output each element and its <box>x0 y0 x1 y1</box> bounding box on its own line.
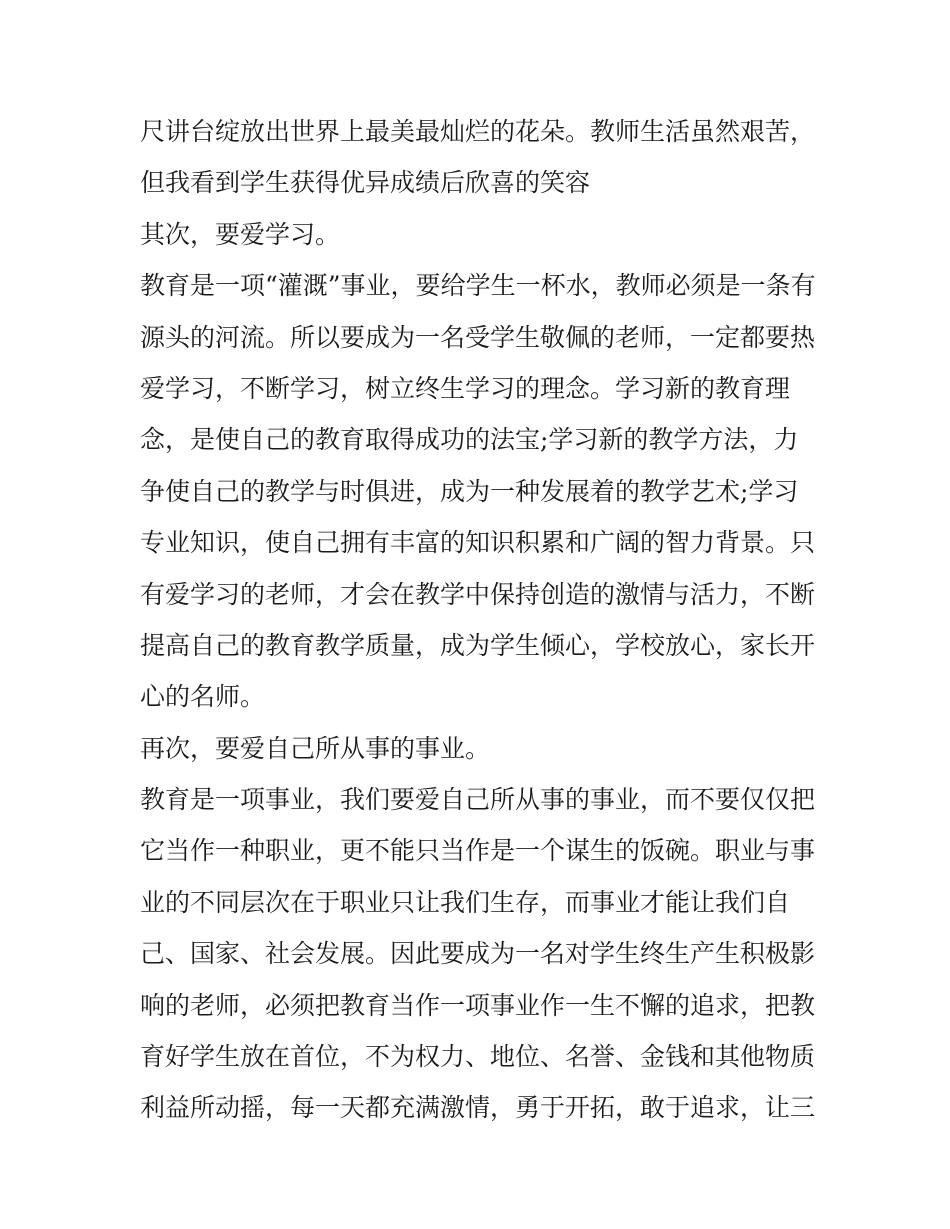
text-line: 响的老师，必须把教育当作一项事业作一生不懈的追求，把教 <box>140 990 816 1020</box>
text-line: 专业知识，使自己拥有丰富的知识积累和广阔的智力背景。只 <box>140 528 816 558</box>
text-line: 但我看到学生获得优异成绩后欣喜的笑容 <box>140 168 591 198</box>
text-line: 源头的河流。所以要成为一名受学生敬佩的老师，一定都要热 <box>140 322 816 352</box>
text-line: 念，是使自己的教育取得成功的法宝;学习新的教学方法，力 <box>140 425 799 455</box>
text-line: 己、国家、社会发展。因此要成为一名对学生终生产生积极影 <box>140 939 816 969</box>
text-line: 爱学习，不断学习，树立终生学习的理念。学习新的教育理 <box>140 373 791 403</box>
section-heading: 再次，要爱自己所从事的事业。 <box>140 733 491 763</box>
text-line: 提高自己的教育教学质量，成为学生倾心，学校放心，家长开 <box>140 630 816 660</box>
text-line: 它当作一种职业，更不能只当作是一个谋生的饭碗。职业与事 <box>140 836 816 866</box>
text-line: 尺讲台绽放出世界上最美最灿烂的花朵。教师生活虽然艰苦， <box>140 117 816 146</box>
text-line: 心的名师。 <box>140 682 266 712</box>
section-heading: 其次，要爱学习。 <box>140 219 341 249</box>
text-line: 利益所动摇，每一天都充满激情，勇于开拓，敢于追求，让三 <box>140 1093 816 1123</box>
text-line: 有爱学习的老师，才会在教学中保持创造的激情与活力，不断 <box>140 579 816 609</box>
text-line: 教育是一项事业，我们要爱自己所从事的事业，而不要仅仅把 <box>140 785 816 815</box>
text-line: 教育是一项“灌溉”事业，要给学生一杯水，教师必须是一条有 <box>140 271 816 301</box>
text-line: 育好学生放在首位，不为权力、地位、名誉、金钱和其他物质 <box>140 1042 816 1072</box>
text-line: 业的不同层次在于职业只让我们生存，而事业才能让我们自 <box>140 887 791 917</box>
text-line: 争使自己的教学与时俱进，成为一种发展着的教学艺术;学习 <box>140 476 799 506</box>
body-text <box>140 106 830 1134</box>
